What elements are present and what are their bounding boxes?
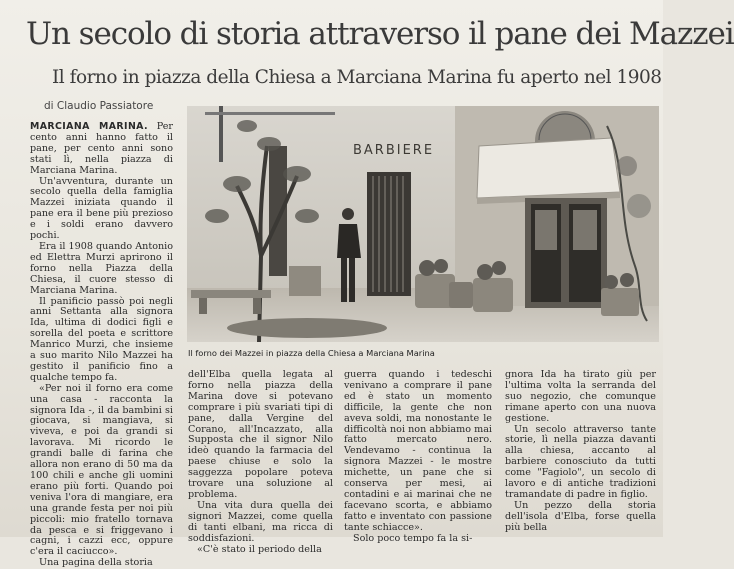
photo-caption: Il forno dei Mazzei in piazza della Chiesa a Marciana Marina [188, 348, 435, 358]
paragraph: Un'avventura, durante un secolo quella della famiglia Mazzei iniziata quando il pane era il bene più prezioso e i soldi erano davvero pochi. [30, 175, 173, 242]
article-column-2 [188, 369, 333, 555]
article-column-3 [344, 369, 492, 544]
headline: Un secolo di storia attraverso il pane dei Mazzei [26, 16, 734, 52]
paragraph: Era il 1908 quando Antonio ed Elettra Murzi aprirono il forno nella Piazza della Chiesa, il cuore stesso di Marciana Marina. [30, 240, 173, 296]
paragraph: Una vita dura quella dei signori Mazzei, come quella di tanti elbani, ma ricca di soddisfazioni. [188, 499, 333, 544]
article-column-left [30, 121, 173, 569]
paragraph: Una pagina della storia [39, 557, 153, 569]
storefront-photo [187, 106, 659, 342]
paragraph: Un secolo attraverso tante storie, lì nella piazza davanti alla chiesa, accanto al barbiere conosciuto da tutti come "Fagiolo", un secolo di lavoro e di antiche tradizioni tramandate di padre in figlio. [505, 423, 656, 500]
barber-sign: BARBIERE [353, 143, 435, 158]
subheadline: Il forno in piazza della Chiesa a Marciana Marina fu aperto nel 1908 [52, 67, 662, 88]
paragraph: Un pezzo della storia dell'isola d'Elba, forse quella più bella [505, 499, 656, 533]
paragraph: Solo poco tempo fa la si- [353, 532, 473, 544]
paragraph: «C'è stato il periodo della [197, 543, 322, 555]
photo-illustration [187, 106, 659, 342]
paragraph: guerra quando i tedeschi venivano a comprare il pane ed è stato un momento difficile, la gente che non aveva soldi, ma nonostante le difficoltà noi non abbiamo mai fatto mercato nero. Vendevamo - continua la signora Mazzei - le mostre michette, un pane che si conserva per mesi, ai contadini e ai marinai che ne facevano scorta, e abbiamo fatto e inventato con passione tante schiacce». [344, 369, 492, 533]
byline: di Claudio Passiatore [44, 100, 154, 112]
paragraph: dell'Elba quella legata al forno nella piazza della Marina dove si potevano comprare i più svariati tipi di pane, dalla Vergine del Corano, all'Incazzato, alla Supposta che il signor Nilo ideò quando la farmacia del paese chiuse e solo la saggezza popolare poteva trovare una soluzione al problema. [188, 369, 333, 500]
paragraph: Il panificio passò poi negli anni Settanta alla signora Ida, ultima di dodici figli e sorella del poeta e scrittore Manrico Murzi, che insieme a suo marito Nilo Mazzei ha gestito il panificio fino a qualche tempo fa. [30, 295, 173, 383]
paragraph: Per cento anni hanno fatto il pane, per cento anni sono stati lì, nella piazza di Marciana Marina. [30, 121, 173, 176]
paragraph: «Per noi il forno era come una casa - racconta la signora Ida -, il da bambini si giocava, si mangiava, si viveva, e poi da grandi si lavorava. Mi ricordo le grandi balle di farina che allora non erano di 50 ma da 100 chili e anche gli uomini erano più forti. Quando poi veniva l'ora di mangiare, era una grande festa per noi più piccoli: mio fratello tornava da pesca e si friggevano i cagni, i cazzi ecc, oppure c'era il caciucco». [30, 382, 173, 558]
dateline: MARCIANA MARINA. [30, 121, 148, 132]
paragraph: gnora Ida ha tirato giù per l'ultima volta la serranda del suo negozio, che comunque rimane aperto con una nuova gestione. [505, 369, 656, 424]
article-column-4 [505, 370, 656, 537]
